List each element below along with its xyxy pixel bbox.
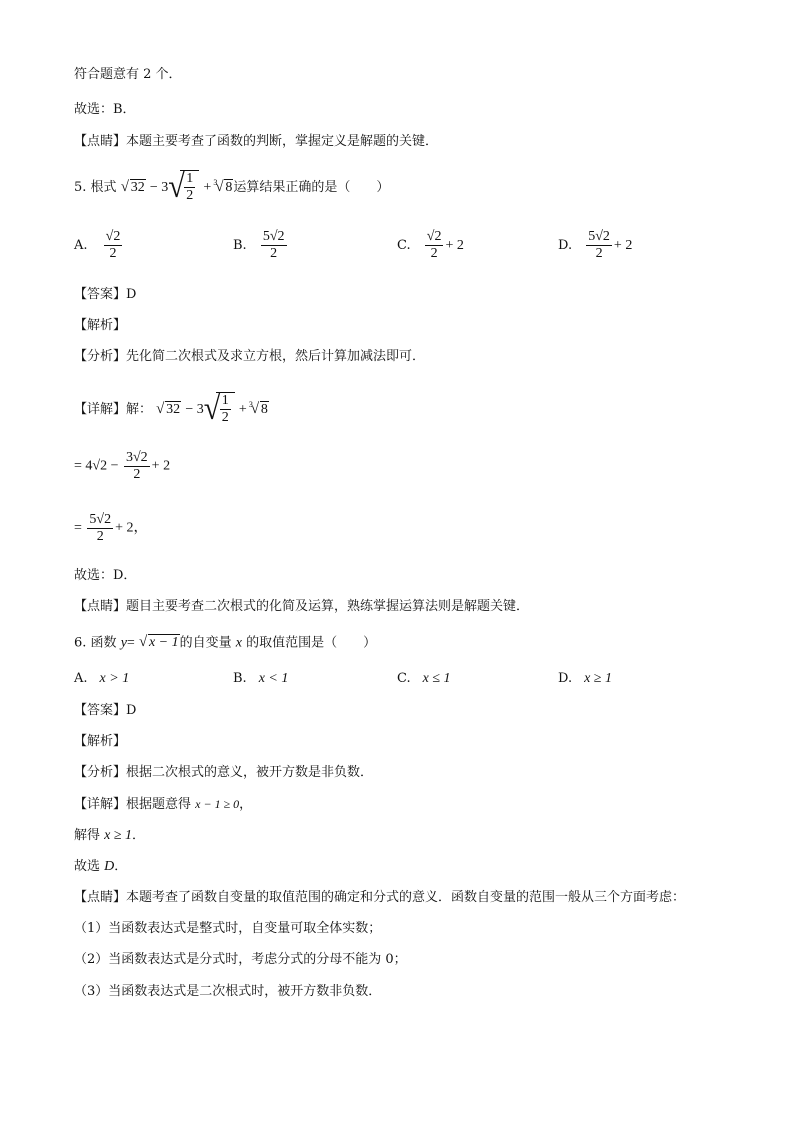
option-a[interactable]: A. $\frac{√2}{2}$ <box>74 229 121 261</box>
answer-line: 【答案】D <box>74 287 137 302</box>
section-tag: 【点睛】 <box>74 134 127 149</box>
detail-line: 【详解】根据题意得 x − 1 ≥ 0， <box>74 797 253 812</box>
option-c[interactable]: C. x ≤ 1 <box>397 671 451 686</box>
cube-root-expr: √ 3 8 <box>215 171 233 205</box>
option-b[interactable]: B. x < 1 <box>233 671 289 686</box>
step-2: = $\frac{5√2}{2}$ + 2， <box>74 512 148 544</box>
sqrt-expr: √ 32 <box>121 171 146 205</box>
question-number: 6. 函数 <box>74 635 117 651</box>
solve-line: 解得 x ≥ 1． <box>74 828 146 843</box>
text-line: 故选：B． <box>74 102 136 117</box>
text-line: 符合题意有 2 个． <box>74 67 182 82</box>
point-2: （2）当函数表达式是分式时，考虑分式的分母不能为 0； <box>74 952 407 967</box>
question-number: 5. 根式 <box>74 180 117 195</box>
option-c[interactable]: C. $\frac{√2}{2}$ + 2 <box>397 229 464 261</box>
point-3: （3）当函数表达式是二次根式时，被开方数非负数． <box>74 984 382 999</box>
question-6-stem: 6. 函数 y= √ x − 1的自变量 x 的取值范围是（ ） <box>74 634 376 653</box>
analysis-line: 【分析】根据二次根式的意义，被开方数是非负数． <box>74 765 374 780</box>
text-content: 本题主要考查了函数的判断，掌握定义是解题的关键． <box>126 134 439 149</box>
operator: + <box>203 180 212 195</box>
detail-line: 【详解】解： √ 32 − 3 √ $\frac{1}{2}$ + √ 3 8 <box>74 392 269 427</box>
sqrt-fraction: √ $\frac{1}{2}$ <box>168 170 199 205</box>
point-1: （1）当函数表达式是整式时，自变量可取全体实数； <box>74 921 382 936</box>
analysis-tag: 【解析】 <box>74 318 127 333</box>
dianjing-line: 【点睛】本题考查了函数自变量的取值范围的确定和分式的意义．函数自变量的范围一般从三个方面考虑： <box>74 890 686 905</box>
question-tail: 运算结果正确的是（ ） <box>233 180 390 195</box>
step-1: = 4√2 − $\frac{3√2}{2}$ + 2 <box>74 450 171 482</box>
text-line <box>74 133 438 151</box>
analysis-line: 【分析】先化简二次根式及求立方根，然后计算加减法即可． <box>74 349 426 364</box>
analysis-tag: 【解析】 <box>74 734 127 749</box>
operator: − 3 <box>149 180 169 195</box>
option-a[interactable]: A. x > 1 <box>74 671 130 686</box>
answer-value: D <box>126 703 137 718</box>
dianjing-line: 【点睛】题目主要考查二次根式的化简及运算，熟练掌握运算法则是解题关键． <box>74 599 530 614</box>
choose-line: 故选：D． <box>74 568 137 583</box>
option-d[interactable]: D. x ≥ 1 <box>558 671 612 686</box>
option-b[interactable]: B. $\frac{5√2}{2}$ <box>233 229 285 261</box>
choose-line: 故选 D． <box>74 859 128 874</box>
answer-value: D <box>126 287 137 302</box>
option-d[interactable]: D. $\frac{5√2}{2}$ + 2 <box>558 229 633 261</box>
answer-line: 【答案】D <box>74 703 137 718</box>
question-5-stem <box>74 170 389 205</box>
